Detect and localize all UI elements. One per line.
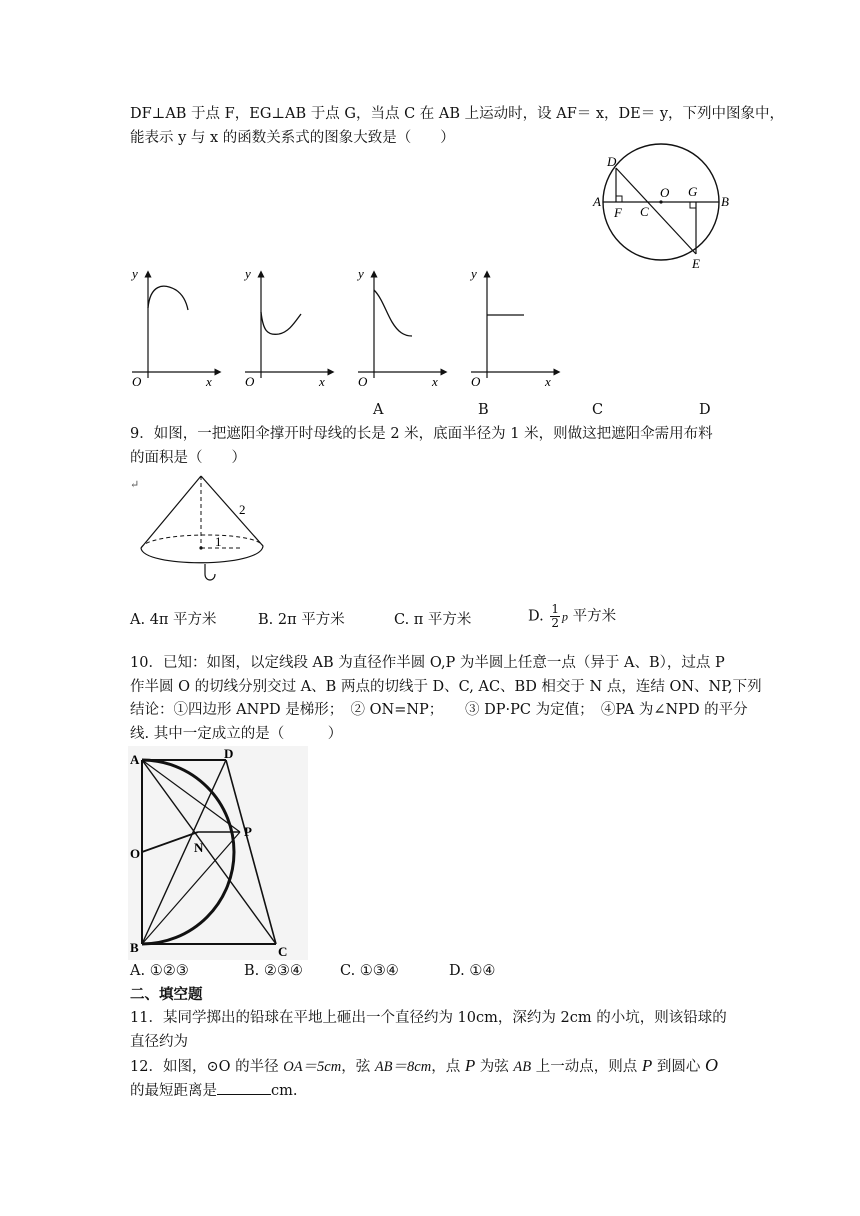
axis-y-4: y bbox=[471, 266, 477, 281]
label-b: B bbox=[721, 194, 729, 209]
fig-label-n: N bbox=[194, 840, 204, 855]
label-d: D bbox=[607, 154, 617, 169]
q9-option-c: C. π 平方米 bbox=[394, 612, 472, 628]
curve-2 bbox=[261, 312, 301, 334]
q9-line2: 的面积是（ ） bbox=[130, 450, 246, 466]
q12-ab2: AB bbox=[513, 1059, 532, 1075]
origin-2: O bbox=[245, 374, 255, 389]
curve-1 bbox=[148, 286, 188, 310]
slant-label: 2 bbox=[239, 502, 246, 517]
q10-line4: 线. 其中一定成立的是（ ） bbox=[130, 726, 343, 742]
axis-x-1: x bbox=[206, 374, 212, 389]
q8-graph-1 bbox=[128, 268, 223, 390]
graph-option-c: C bbox=[592, 402, 604, 418]
q9-umbrella-figure bbox=[135, 470, 275, 590]
q9-option-a: A. 4π 平方米 bbox=[130, 612, 217, 628]
origin-1: O bbox=[132, 374, 142, 389]
right-angle-f bbox=[616, 196, 622, 202]
origin-4: O bbox=[471, 374, 481, 389]
q10-option-c: C. ①③④ bbox=[340, 963, 399, 979]
return-mark: ↵ bbox=[130, 478, 140, 491]
graph-option-d: D bbox=[699, 402, 711, 418]
label-a: A bbox=[593, 194, 601, 209]
q12-ab: AB＝8cm bbox=[374, 1059, 432, 1075]
fig-label-o: O bbox=[130, 846, 141, 861]
fig-label-b: B bbox=[130, 940, 139, 955]
q12-part5: 上一动点，则点 bbox=[531, 1059, 642, 1075]
q12-part3: ，点 bbox=[431, 1059, 465, 1075]
q10-line1: 10．已知：如图，以定线段 AB 为直径作半圆 O,P 为半圆上任意一点（异于 A、B），过点 P bbox=[130, 655, 725, 671]
q9-option-d-suffix: 平方米 bbox=[572, 608, 617, 625]
q12-part6: 到圆心 bbox=[652, 1059, 705, 1075]
axis-y-3: y bbox=[358, 266, 364, 281]
q12-part2: ，弦 bbox=[341, 1059, 375, 1075]
q10-semicircle-figure bbox=[128, 746, 308, 960]
section-title: 二、填空题 bbox=[130, 986, 203, 1003]
q12-part1: 12．如图，⊙O 的半径 bbox=[130, 1059, 284, 1075]
label-c: C bbox=[640, 204, 649, 219]
axis-x-4: x bbox=[545, 374, 551, 389]
q12-line2b: cm. bbox=[271, 1083, 298, 1099]
q10-line3: 结论：①四边形 ANPD 是梯形； ② ON=NP； ③ DP·PC 为定值； ④PA 为∠NPD 的平分 bbox=[130, 702, 748, 718]
q12-line1 bbox=[130, 1055, 718, 1077]
q11-line2: 直径约为 bbox=[130, 1034, 188, 1050]
q10-option-d: D. ①④ bbox=[449, 963, 496, 979]
q8-graph-4 bbox=[467, 268, 562, 390]
frac-den: 2 bbox=[551, 616, 559, 630]
q11-line1: 11．某同学掷出的铅球在平地上砸出一个直径约为 10cm，深约为 2cm 的小坑，则该铅球的 bbox=[130, 1010, 727, 1026]
curve-3 bbox=[374, 290, 412, 336]
q12-line2 bbox=[130, 1080, 297, 1101]
label-e: E bbox=[692, 256, 700, 271]
q12-line2a: 的最短距离是 bbox=[130, 1083, 217, 1099]
axis-y-2: y bbox=[245, 266, 251, 281]
fraction-one-half bbox=[550, 603, 560, 630]
q9-option-d bbox=[528, 603, 616, 630]
q9-option-d-prefix: D. bbox=[528, 608, 544, 625]
fig-label-p: P bbox=[244, 824, 252, 839]
axis-x-2: x bbox=[319, 374, 325, 389]
answer-blank[interactable] bbox=[217, 1080, 271, 1095]
q8-circle-figure bbox=[590, 150, 740, 270]
label-g: G bbox=[688, 184, 698, 199]
axis-y-1: y bbox=[132, 266, 138, 281]
q9-option-b: B. 2π 平方米 bbox=[258, 612, 345, 628]
q8-line1: DF⊥AB 于点 F，EG⊥AB 于点 G，当点 C 在 AB 上运动时，设 AF＝ x，DE＝ y，下列中图象中， bbox=[130, 106, 785, 122]
q8-graph-2 bbox=[241, 268, 336, 390]
graph-option-a: A bbox=[373, 402, 384, 418]
segment-de bbox=[616, 168, 696, 254]
q8-graph-3 bbox=[354, 268, 449, 390]
frac-num: 1 bbox=[551, 602, 559, 616]
q8-line2: 能表示 y 与 x 的函数关系式的图象大致是（ ） bbox=[130, 130, 455, 146]
fig-label-c: C bbox=[278, 944, 288, 959]
graph-option-b: B bbox=[478, 402, 489, 418]
q10-option-a: A. ①②③ bbox=[130, 963, 189, 979]
q12-p2: P bbox=[641, 1056, 653, 1075]
origin-3: O bbox=[358, 374, 368, 389]
q12-oa: OA＝5cm bbox=[283, 1059, 342, 1075]
q10-option-b: B. ②③④ bbox=[244, 963, 303, 979]
q12-p1: P bbox=[464, 1056, 476, 1075]
fig-label-a: A bbox=[130, 752, 140, 767]
fig-label-d: D bbox=[224, 746, 234, 761]
q10-line2: 作半圆 O 的切线分别交过 A、B 两点的切线于 D、C, AC、BD 相交于 N 点，连结 ON、NP,下列 bbox=[130, 679, 762, 695]
label-o: O bbox=[660, 185, 670, 200]
q9-line1: 9．如图，一把遮阳伞撑开时母线的长是 2 米，底面半径为 1 米，则做这把遮阳伞需用布料 bbox=[130, 426, 713, 442]
umbrella-handle bbox=[205, 564, 215, 580]
radius-label: 1 bbox=[215, 534, 222, 549]
q12-o: O bbox=[704, 1055, 718, 1075]
frac-var: p bbox=[561, 609, 568, 624]
label-f: F bbox=[614, 205, 622, 220]
center-dot bbox=[659, 200, 662, 203]
axis-x-3: x bbox=[432, 374, 438, 389]
right-angle-g bbox=[690, 202, 696, 208]
q12-part4: 为弦 bbox=[475, 1059, 514, 1075]
